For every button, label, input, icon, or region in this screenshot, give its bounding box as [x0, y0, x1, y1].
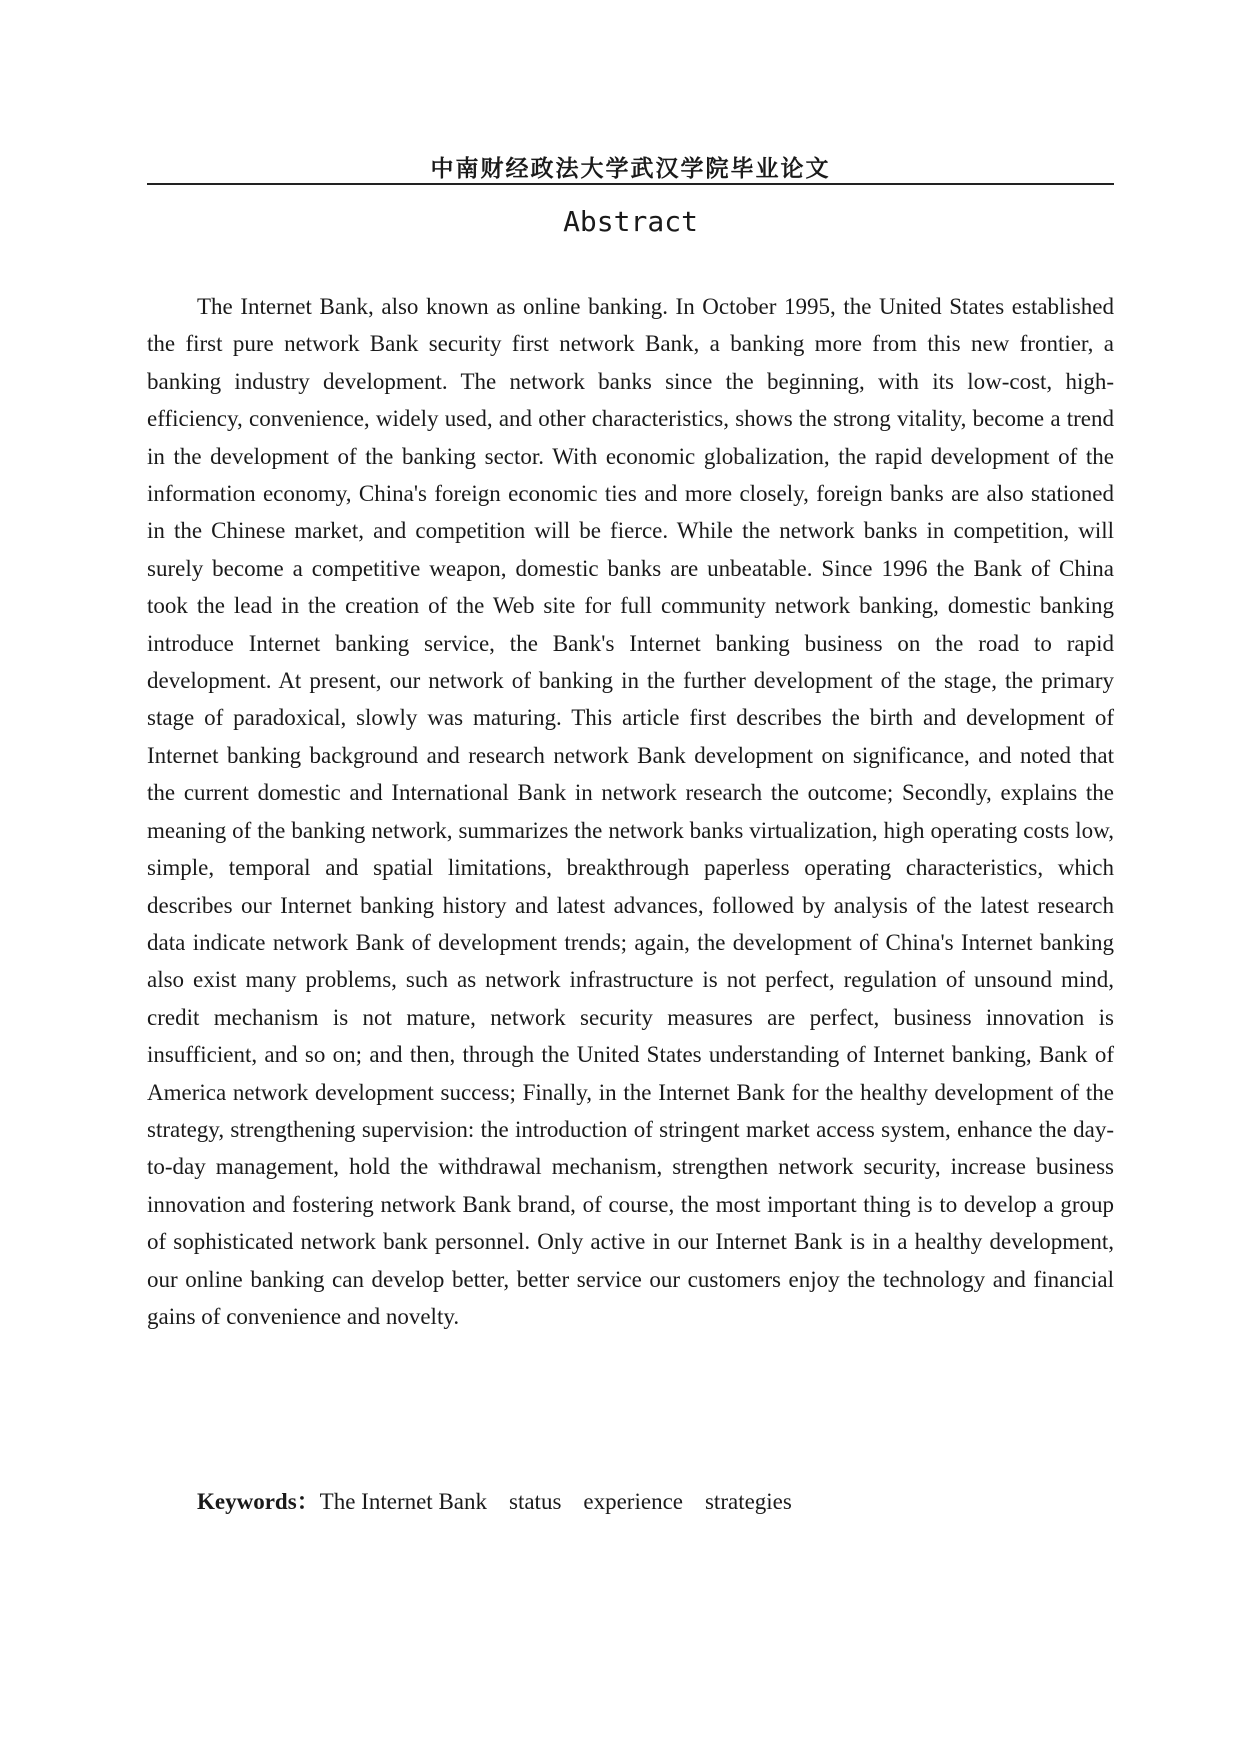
abstract-heading: Abstract [563, 205, 698, 238]
keyword-term: status [509, 1489, 562, 1514]
running-header-title: 中南财经政法大学武汉学院毕业论文 [430, 156, 831, 182]
abstract-paragraph: The Internet Bank, also known as online banking. In October 1995, the United States established the first pure network Bank security first network Bank, a banking more from this new frontier, a banking industry development. The network banks since the beginning, with its low-cost, high-efficiency, convenience, widely used, and other characteristics, shows the strong vitality, become a trend in the development of the banking sector. With economic globalization, the rapid development of the information economy, China's foreign economic ties and more closely, foreign banks are also stationed in the Chinese market, and competition will be fierce. While the network banks in competition, will surely become a competitive weapon, domestic banks are unbeatable. Since 1996 the Bank of China took the lead in the creation of the Web site for full community network banking, domestic banking introduce Internet banking service, the Bank's Internet banking business on the road to rapid development. At present, our network of banking in the further development of the stage, the primary stage of paradoxical, slowly was maturing. This article first describes the birth and development of Internet banking background and research network Bank development on significance, and noted that the current domestic and International Bank in network research the outcome; Secondly, explains the meaning of the banking network, summarizes the network banks virtualization, high operating costs low, simple, temporal and spatial limitations, breakthrough paperless operating characteristics, which describes our Internet banking history and latest advances, followed by analysis of the latest research data indicate network Bank of development trends; again, the development of China's Internet banking also exist many problems, such as network infrastructure is not perfect, regulation of unsound mind, credit mechanism is not mature, network security measures are perfect, business innovation is insufficient, and so on; and then, through the United States understanding of Internet banking, Bank of America network development success; Finally, in the Internet Bank for the healthy development of the strategy, strengthening supervision: the introduction of stringent market access system, enhance the day-to-day management, hold the withdrawal mechanism, strengthen network security, increase business innovation and fostering network Bank brand, of course, the most important thing is to develop a group of sophisticated network bank personnel. Only active in our Internet Bank is in a healthy development, our online banking can develop better, better service our customers enjoy the technology and financial gains of convenience and novelty. [147, 294, 1114, 1329]
keyword-term: experience [583, 1489, 683, 1514]
keyword-term: strategies [704, 1489, 792, 1514]
keywords-line [197, 1483, 814, 1516]
header-divider [147, 183, 1114, 185]
keyword-term: The Internet Bank [319, 1489, 487, 1514]
keywords-label: Keywords： [197, 1489, 320, 1514]
